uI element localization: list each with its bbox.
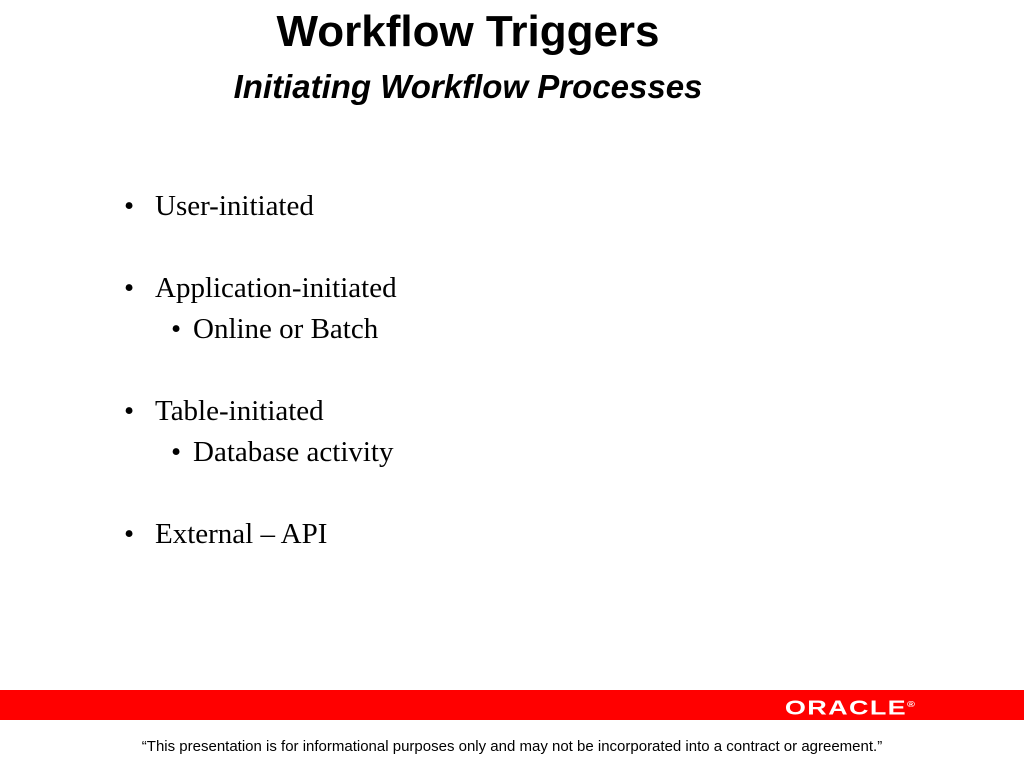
brand-bar	[0, 690, 1024, 720]
sub-bullet-text: Database activity	[193, 436, 394, 468]
oracle-logo	[784, 695, 916, 720]
registered-mark: ®	[906, 700, 916, 709]
bullet-item-user-initiated	[124, 186, 397, 227]
slide-title: Workflow Triggers	[276, 7, 660, 56]
bullet-text: Table-initiated	[155, 395, 324, 427]
bullet-list	[124, 186, 397, 596]
bullet-dot: •	[124, 190, 135, 222]
oracle-logo-text: ORACLE	[784, 697, 907, 720]
bullet-dot: •	[124, 518, 135, 550]
bullet-item-application-initiated	[124, 268, 397, 350]
bullet-dot: •	[124, 272, 135, 304]
sub-bullet-online-or-batch	[124, 309, 397, 350]
bullet-item-external-api	[124, 514, 397, 555]
sub-bullet-database-activity	[124, 432, 397, 473]
sub-bullet-text: Online or Batch	[193, 313, 379, 345]
bullet-item-table-initiated	[124, 391, 397, 473]
sub-bullet-dot: •	[171, 313, 182, 345]
slide-subtitle: Initiating Workflow Processes	[233, 68, 703, 105]
bullet-text: External – API	[155, 518, 328, 550]
disclaimer-text: “This presentation is for informational purposes only and may not be incorporated into a contract or agreement.”	[141, 738, 883, 755]
bullet-dot: •	[124, 395, 135, 427]
bullet-text: Application-initiated	[155, 272, 397, 304]
sub-bullet-dot: •	[171, 436, 182, 468]
bullet-text: User-initiated	[155, 190, 314, 222]
